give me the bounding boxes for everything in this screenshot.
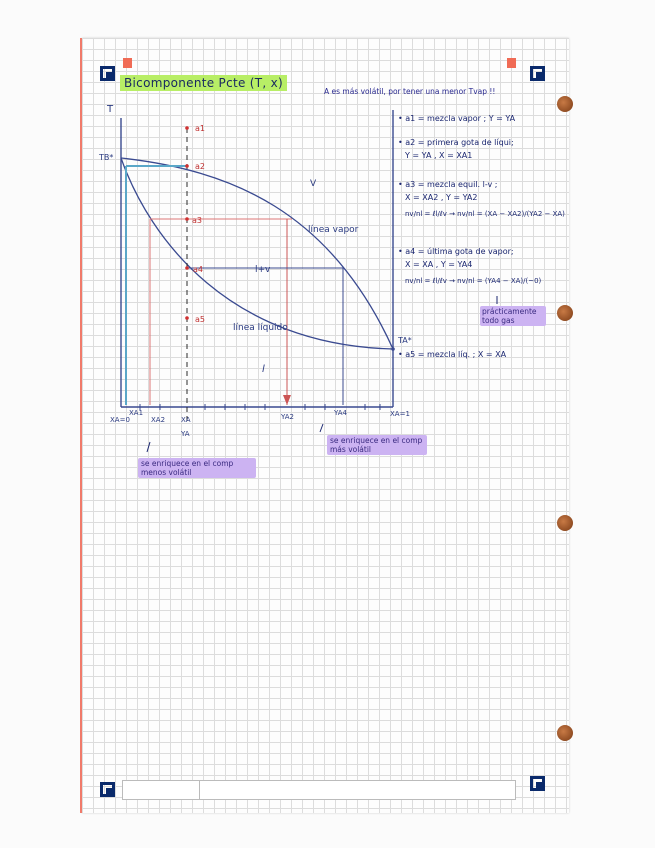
note-a4-gas: prácticamente todo gas [482,307,537,325]
arrow-right [320,424,323,432]
arrow-left [147,442,150,452]
curve-label-liquid: línea líquido [233,323,288,333]
label-a1: a1 [195,124,205,133]
point-a5 [185,316,189,320]
note-a4-line1: • a4 = última gota de vapor; [398,247,514,256]
arrow-ya2 [283,395,291,405]
point-ta [391,347,395,351]
label-a4: a4 [193,265,203,274]
region-liquid: l [262,364,265,375]
point-a4 [185,266,189,270]
label-a2: a2 [195,162,205,171]
x-label-xa-one: XA=1 [390,410,410,418]
x-label-ya: YA [181,430,190,438]
page-title: Bicomponente Pcte (T, x) [120,75,287,91]
point-a1 [185,126,189,130]
top-note: A es más volátil, por tener una menor Tvap !! [324,87,496,96]
note-a4-formula: nv/nl = ℓl/ℓv → nv/nl = (YA4 − XA)/(~0) [405,277,542,285]
annotation-left: se enriquece en el comp menos volátil [141,459,234,477]
annotation-right: se enriquece en el comp más volátil [330,436,423,454]
region-vapor: V [310,179,317,189]
note-a3-line2: X = XA2 , Y = YA2 [405,193,478,202]
x-label-ya2: YA2 [281,413,294,421]
axis-label-t: T [107,104,114,115]
point-a2 [185,164,189,168]
label-tb: TB* [99,153,114,162]
note-a2-line1: • a2 = primera gota de líqui; [398,138,514,147]
label-ta: TA* [398,336,412,345]
label-a3: a3 [192,216,202,225]
note-a5: • a5 = mezcla líq. ; X = XA [398,350,507,359]
note-a1: • a1 = mezcla vapor ; Y = YA [398,114,516,123]
curve-label-vapor: línea vapor [308,225,359,235]
x-label-xa1: XA1 [129,409,144,417]
note-a3-formula: nv/nl = ℓl/ℓv → nv/nl = (XA − XA2)/(YA2 − XA) [405,210,565,218]
note-a3-line1: • a3 = mezcla equil. l-v ; [398,180,498,189]
x-label-ya4: YA4 [334,409,347,417]
region-mix: l+v [255,265,271,275]
x-label-xa2: XA2 [151,416,166,424]
x-label-xa0: XA=0 [110,416,130,424]
point-a3 [185,217,189,221]
liquid-curve [121,158,393,349]
x-label-xa: XA [181,416,191,424]
label-a5: a5 [195,315,205,324]
note-a4-line2: X = XA , Y = YA4 [405,260,473,269]
vapor-curve [121,158,393,349]
note-a2-line2: Y = YA , X = XA1 [405,151,473,160]
